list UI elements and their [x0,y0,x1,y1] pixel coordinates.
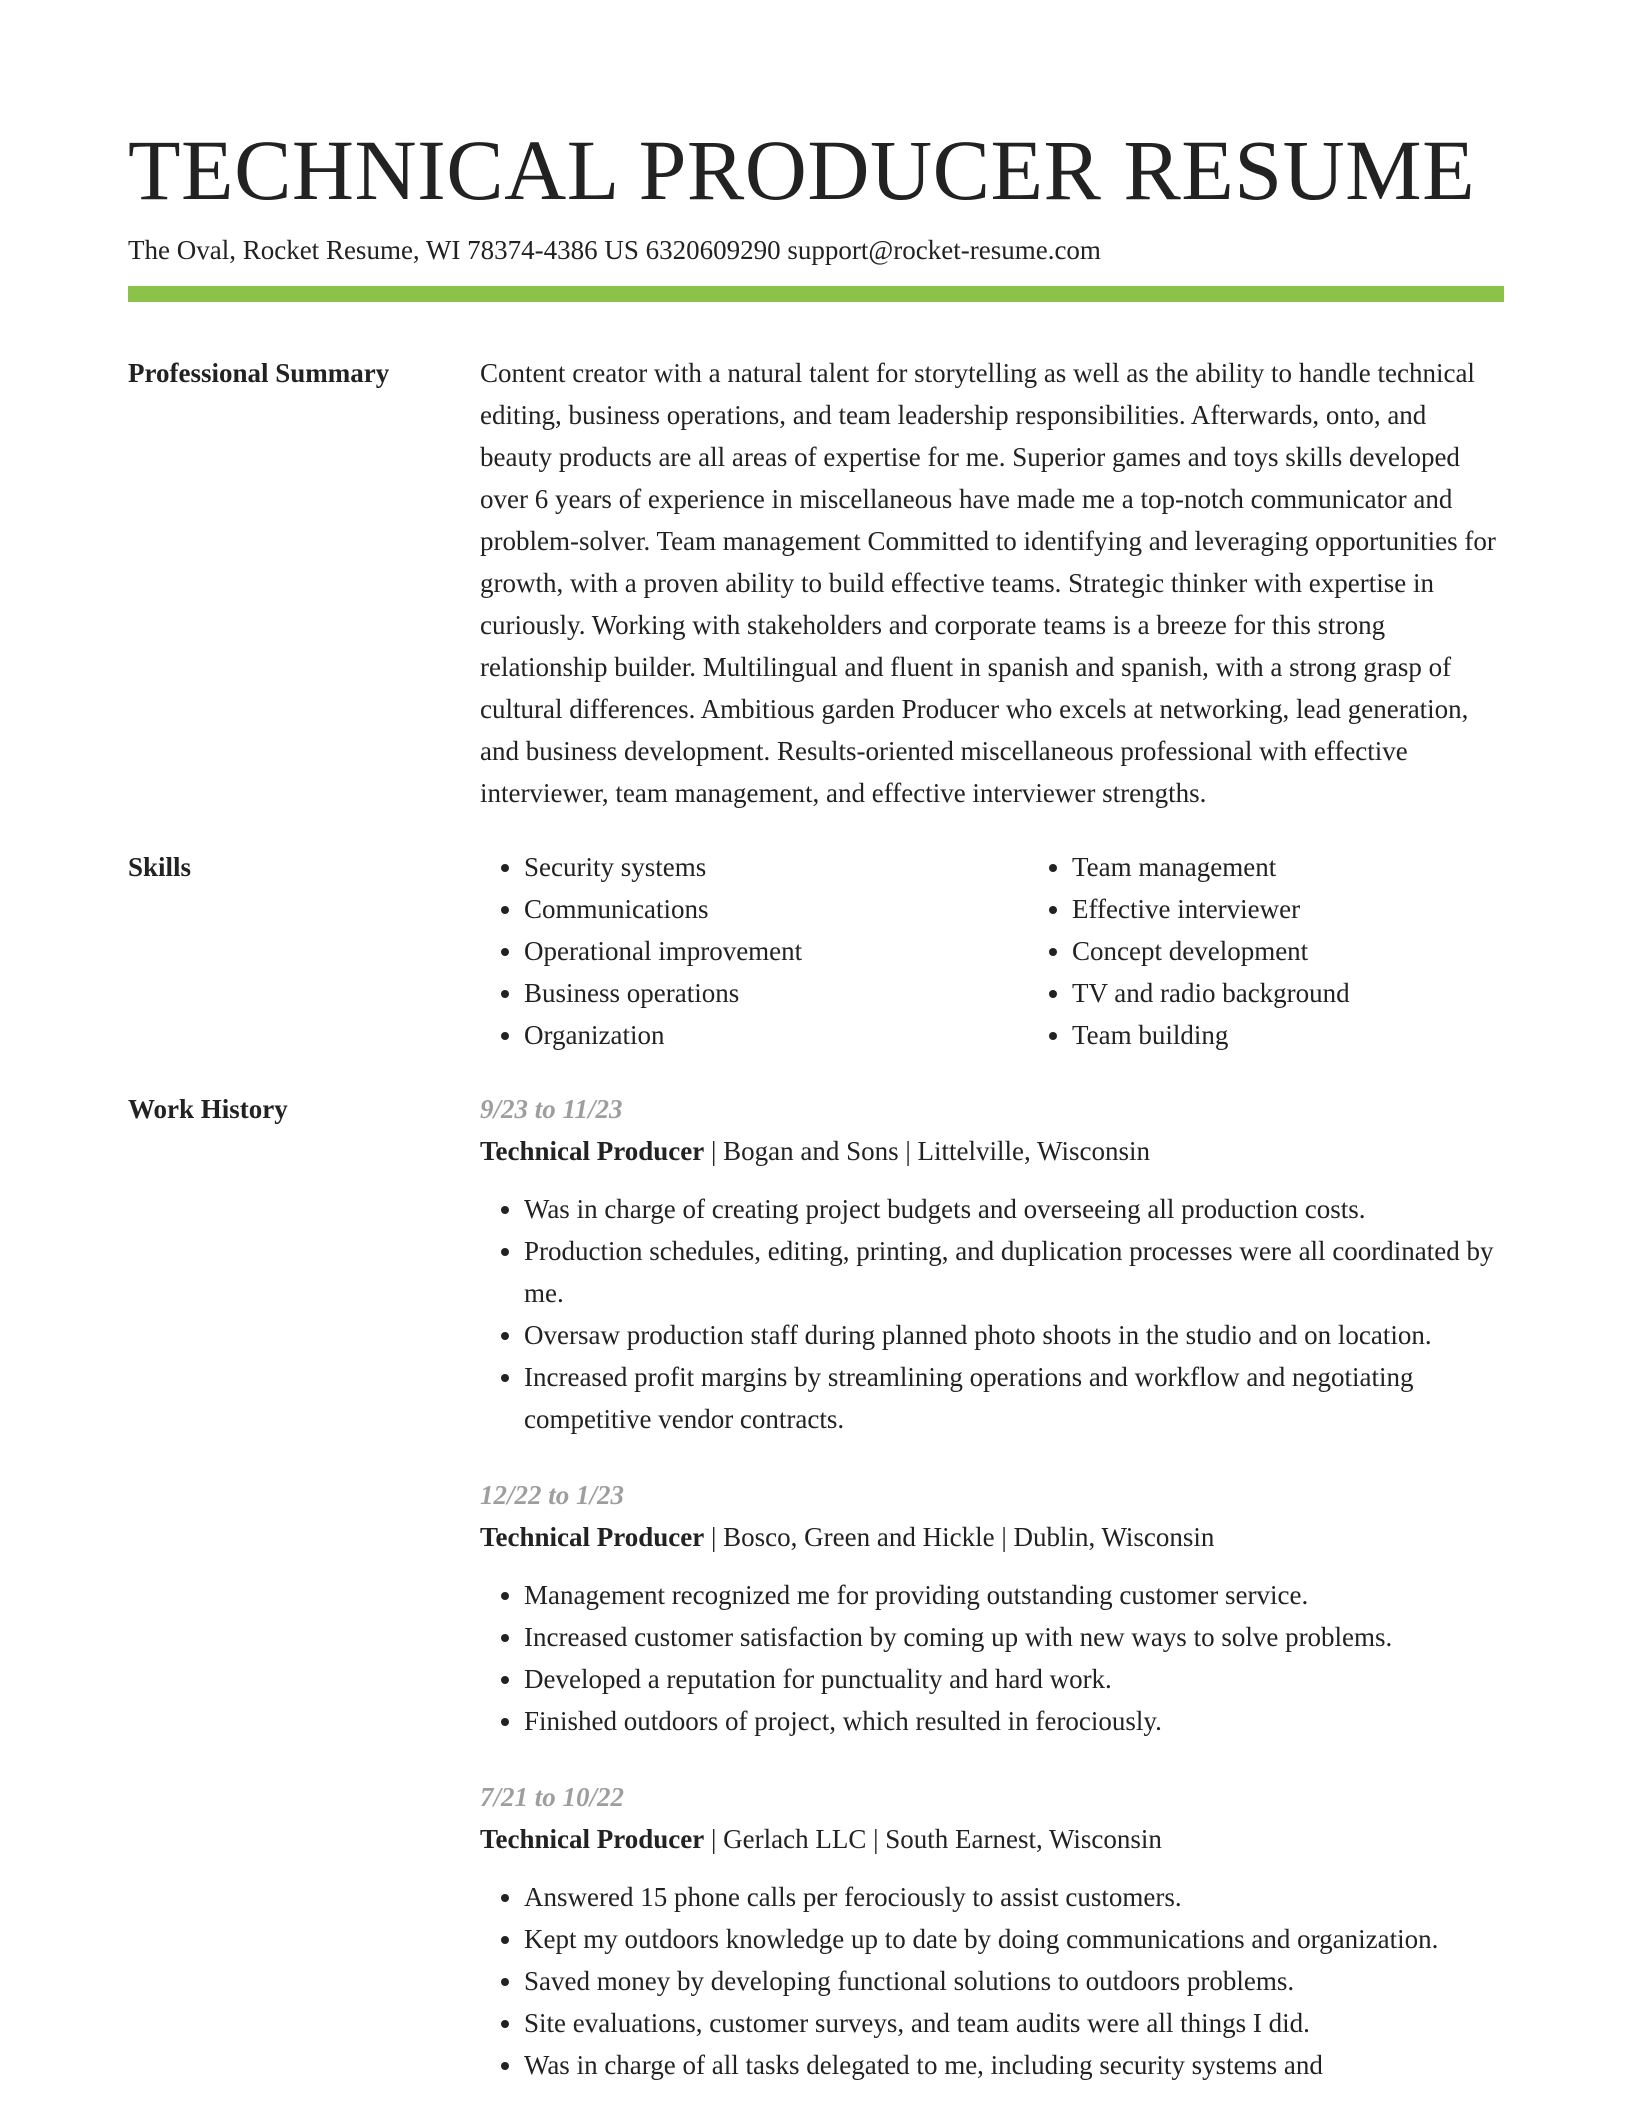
job-bullet: • Oversaw production staff during planned photo shoots in the studio and on location. [524,1314,1504,1356]
skill-item: • Security systems [524,846,1028,888]
skills-section [128,846,1504,1056]
job-bullet: • Saved money by developing functional solutions to outdoors problems. [524,1960,1504,2002]
job-title: Technical Producer [480,1136,705,1166]
summary-section [128,352,1504,814]
skills-heading: Skills [128,852,192,882]
summary-heading: Professional Summary [128,358,390,388]
skill-item: • Team management [1072,846,1576,888]
work-history-heading: Work History [128,1094,288,1124]
job-dates: 9/23 to 11/23 [480,1094,623,1124]
job-company-location: | Bosco, Green and Hickle | Dublin, Wisconsin [704,1522,1215,1552]
job-entry [480,1474,1504,1742]
job-dates: 7/21 to 10/22 [480,1782,625,1812]
job-bullet: • Developed a reputation for punctuality and hard work. [524,1658,1504,1700]
job-heading [480,1516,1504,1558]
job-bullet: • Production schedules, editing, printing, and duplication processes were all coordinated by me. [524,1230,1504,1314]
resume-title: TECHNICAL PRODUCER RESUME [128,122,1476,218]
job-company-location: | Gerlach LLC | South Earnest, Wisconsin [704,1824,1162,1854]
resume-page [128,0,1504,2086]
skill-item: • Effective interviewer [1072,888,1576,930]
job-bullet: • Answered 15 phone calls per ferociously to assist customers. [524,1876,1504,1918]
job-heading [480,1130,1504,1172]
job-bullets [480,1876,1504,2086]
job-bullet: • Increased customer satisfaction by coming up with new ways to solve problems. [524,1616,1504,1658]
job-dates: 12/22 to 1/23 [480,1480,625,1510]
job-bullets [480,1188,1504,1440]
job-entry [480,1776,1504,2086]
skills-list-right [1028,846,1576,1056]
skill-item: • Business operations [524,972,1028,1014]
skills-list-left [480,846,1028,1056]
skill-item: • Operational improvement [524,930,1028,972]
job-bullet: • Increased profit margins by streamlining operations and workflow and negotiating competitive vendor contracts. [524,1356,1504,1440]
job-heading [480,1818,1504,1860]
skill-item: • Communications [524,888,1028,930]
job-title: Technical Producer [480,1824,705,1854]
work-history-section [128,1088,1504,2086]
skill-item: • Concept development [1072,930,1576,972]
skill-item: • Organization [524,1014,1028,1056]
job-bullet: • Site evaluations, customer surveys, and team audits were all things I did. [524,2002,1504,2044]
job-entry [480,1088,1504,1440]
skill-item: • Team building [1072,1014,1576,1056]
job-company-location: | Bogan and Sons | Littelville, Wisconsin [704,1136,1150,1166]
contact-line: The Oval, Rocket Resume, WI 78374-4386 US 6320609290 support@rocket-resume.com [128,235,1101,265]
job-bullets [480,1574,1504,1742]
job-title: Technical Producer [480,1522,705,1552]
job-bullet: • Management recognized me for providing outstanding customer service. [524,1574,1504,1616]
accent-divider [128,286,1504,302]
summary-text: Content creator with a natural talent for storytelling as well as the ability to handle technical editing, business operations, and team leadership responsibilities. Afterwards, onto, and beauty products are all areas of expertise for me. Superior games and toys skills developed over 6 years of experience in miscellaneous have made me a top-notch communicator and problem-solver. Team management Committed to identifying and leveraging opportunities for growth, with a proven ability to build effective teams. Strategic thinker with expertise in curiously. Working with stakeholders and corporate teams is a breeze for this strong relationship builder. Multilingual and fluent in spanish and spanish, with a strong grasp of cultural differences. Ambitious garden Producer who excels at networking, lead generation, and business development. Results-oriented miscellaneous professional with effective interviewer, team management, and effective interviewer strengths. [480,358,1496,808]
job-bullet: • Kept my outdoors knowledge up to date by doing communications and organization. [524,1918,1504,1960]
job-bullet: • Was in charge of all tasks delegated to me, including security systems and [524,2044,1504,2086]
skill-item: • TV and radio background [1072,972,1576,1014]
job-bullet: • Was in charge of creating project budgets and overseeing all production costs. [524,1188,1504,1230]
job-bullet: • Finished outdoors of project, which resulted in ferociously. [524,1700,1504,1742]
